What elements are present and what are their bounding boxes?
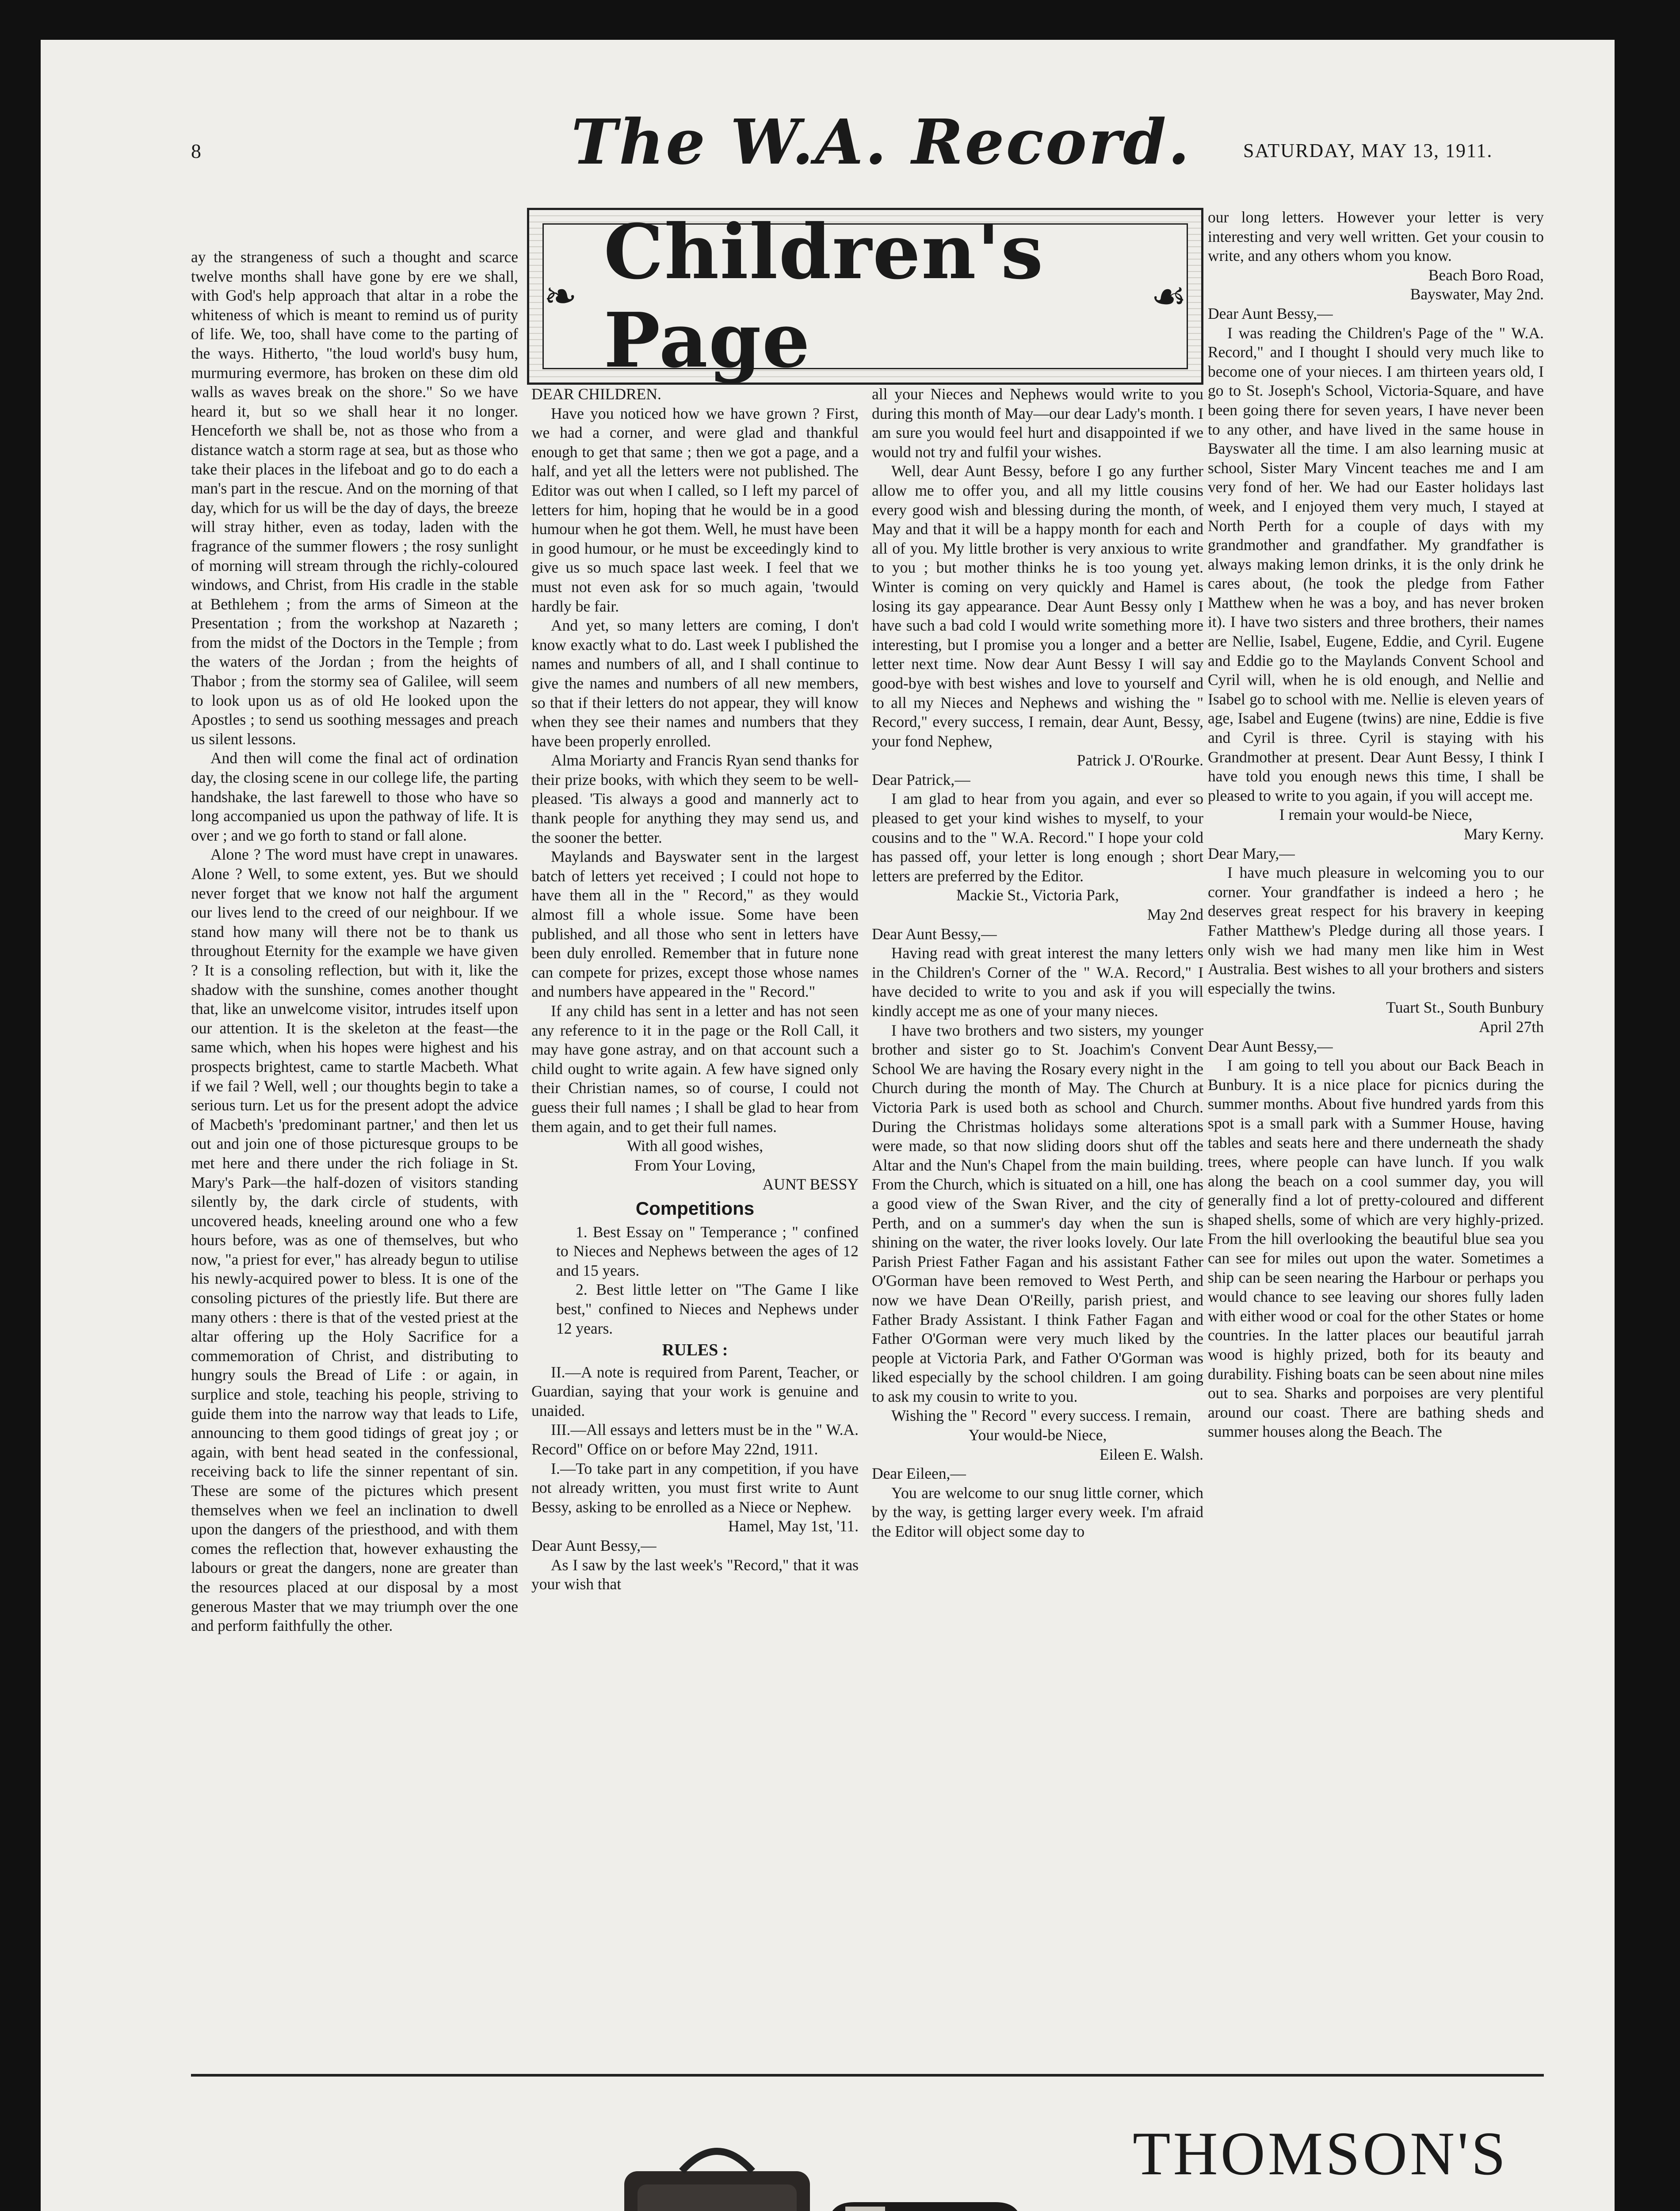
paper-name: The W.A. Record.: [571, 106, 1191, 179]
letter-address: Tuart St., South Bunbury: [1386, 998, 1544, 1017]
paragraph: all your Nieces and Nephews would write to you during this month of May—our dear Lady's month. I am sure you would feel hurt and disappointed if we would not try and fulfil your wishes.: [872, 385, 1203, 461]
sewing-machine-illustration: [598, 2114, 1084, 2211]
paragraph: With all good wishes,: [626, 1137, 764, 1155]
column-editorial: [191, 248, 518, 2211]
paragraph: Alone ? The word must have crept in unawares. Alone ? Well, to some extent, yes. But we should never forget that we know not half the argument our lives lend to the creed of our neighbour. If we stand how many will there not be to thank us throughout Eternity for the example we have given ? It is a consoling reflection, but with it, like the shadow with the sunshine, comes another thought that, like an unwelcome visitor, intrudes itself upon our attention. It is the skeleton at the feast—the same which, when his hopes were highest and his prospects brightest, came to startle Macbeth. What if we fail ? Well, well ; our thoughts begin to take a serious turn. Let us for the present adopt the advice of Macbeth's 'predominant partner,' and then let us out and join one of those picturesque groups to be met here and there under the rich foliage in St. Mary's Park—the half-dozen of visitors standing silently by, the dark circle of students, with uncovered heads, kneeling around one who a few hours before, was as one of themselves, but who now, "a priest for ever," has already begun to utilise his newly-acquired power to bless. It is one of the consoling pictures of the priestly life. But there are many others : there is that of the vested priest at the altar offering up the Holy Sacrifice for a commemoration of Christ, and distributing to hungry souls the Bread of Life : or again, in surplice and stole, teaching his people, striving to guide them into the narrow way that leads to Life, announcing to them good tidings of great joy ; or again, with bent head seated in the confessional, receiving back to life the sinner repentant of sin. These are some of the pictures which present themselves when we feel an inclination to dwell upon the dangers of the priesthood, and with them comes the reflection that, however exhausting the labours or great the dangers, none are greater than the resources placed at our disposal by a most generous Master that we may triumph over the one and perform faithfully the other.: [191, 845, 518, 1635]
salutation: Dear Aunt Bessy,—: [872, 925, 997, 943]
paragraph: And yet, so many letters are coming, I don't know exactly what to do. Last week I published the names and numbers of all, and I shall continue to give the names and numbers of all new members, so that if their letters do not appear, they will know when they see their names and numbers that they have been properly enrolled.: [531, 616, 859, 750]
paragraph: As I saw by the last week's "Record," that it was your wish that: [531, 1556, 859, 1593]
page-number: 8: [191, 140, 201, 162]
paragraph: I am glad to hear from you again, and ever so pleased to get your kind wishes to myself, to your cousins and to the " W.A. Record." I hope your cold has passed off, your letter is long enough ; short letters are preferred by the Editor.: [872, 790, 1203, 885]
letter-address: Bayswater, May 2nd.: [1410, 285, 1544, 303]
salutation: Dear Eileen,—: [872, 1465, 966, 1483]
sewing-machine-icon: [598, 2114, 1084, 2211]
paragraph: And then will come the final act of ordination day, the closing scene in our college life, the parting handshake, the last farewell to those who have so long accompanied us upon the pathway of life. It is over ; and we go forth to stand or fall alone.: [191, 749, 518, 844]
letter-address: Beach Boro Road,: [1428, 266, 1544, 284]
paragraph: You are welcome to our snug little corner, which by the way, is getting larger every week. I'm afraid the Editor will object some day to: [872, 1484, 1203, 1541]
letter-address: April 27th: [1479, 1018, 1544, 1036]
leaf-ornament-icon: ❧: [544, 275, 577, 319]
letter-address: Mackie St., Victoria Park,: [956, 886, 1119, 904]
rule-item: III.—All essays and letters must be in the " W.A. Record" Office on or before May 22nd, 1911.: [531, 1421, 859, 1458]
salutation: DEAR CHILDREN.: [531, 385, 661, 403]
column-letters-continued: [1208, 208, 1544, 2069]
salutation: Dear Aunt Bessy,—: [1208, 304, 1333, 322]
signature: Eileen E. Walsh.: [1099, 1445, 1203, 1463]
paragraph: our long letters. However your letter is very interesting and very well written. Get your cousin to write, and any others whom you know.: [1208, 208, 1544, 265]
signature: AUNT BESSY: [762, 1175, 859, 1193]
competition-item: 1. Best Essay on " Temperance ; " confined to Nieces and Nephews between the ages of 12 and 15 years.: [556, 1223, 859, 1279]
salutation: Dear Patrick,—: [872, 770, 970, 788]
masthead: [41, 40, 1615, 179]
paragraph: I have two brothers and two sisters, my younger brother and sister go to St. Joachim's Convent School We are having the Rosary every night in the Church during the month of May. The Church at Victoria Park is used both as school and Church. During the Christmas holidays some alterations were made, so that now sliding doors shut off the Altar and the Nun's Chapel from the main building. From the Church, which is situated on a hill, one has a good view of the Swan River, and the city of Perth, and on a summer's day when the sun is shining on the water, the river looks lovely. Our late Parish Priest Father Fagan and his assistant Father O'Gorman have been removed to West Perth, and now we have Dean O'Reilly, parish priest, and Father Brady Assistant. I think Father Fagan and Father O'Gorman were very much liked by the people at Victoria Park, and Father O'Gorman was liked especially by the school children. I am going to ask my cousin to write to you.: [872, 1021, 1203, 1405]
paragraph: Well, dear Aunt Bessy, before I go any further allow me to offer you, and all my little cousins every good wish and blessing during the month, of May and that it will be a happy month for each and all of you. My little brother is very anxious to write to you ; but mother thinks he is too young yet. Winter is coming on very quickly and Hamel is losing its gay appearance. Dear Aunt Bessy only I have such a bad cold I would write something more interesting, but I promise you a longer and a better letter next time. Now dear Aunt Bessy I will say good-bye with best wishes and love to yourself and to all my Nieces and Nephews and wishing the " Record," every success, I remain, dear Aunt, Bessy, your fond Nephew,: [872, 462, 1203, 750]
salutation: Dear Aunt Bessy,—: [531, 1537, 657, 1555]
paragraph: ay the strangeness of such a thought and scarce twelve months shall have gone by ere we shall, with God's help approach that altar in a robe the whiteness of which is meant to remind us of purity of life. We, too, shall have come to the parting of the ways. Hitherto, "the loud world's busy hum, murmuring evermore, has broken on these dim old walls as waves break on the shore." So we have heard it, but so we shall hear it no longer. Henceforth we shall be, not as those who from a distance watch a storm rage at sea, but as those who take their places in the lifeboat and go to do each a man's part in the rescue. And on the morning of that day, which for us will be the day of days, the breeze will stray hither, even as today, laden with the fragrance of the summer flowers ; the rosy sunlight of morning will stream through the richly-coloured windows, and Christ, from His cradle in the stable at Bethlehem ; from the arms of Simeon at the Presentation ; from the workshop at Nazareth ; from the midst of the Doctors in the Temple ; from the waters of the Jordan ; from the heights of Thabor ; from the stormy sea of Galilee, will seem to look upon us as of old He looked upon the Apostles ; to send us soothing messages and preach us silent lessons.: [191, 248, 518, 748]
signature: Patrick J. O'Rourke.: [1077, 751, 1203, 769]
advertisement-thomson: [562, 2083, 1553, 2211]
competitions-heading: Competitions: [635, 1197, 755, 1219]
leaf-ornament-icon: ☙: [1151, 275, 1187, 319]
signature: Mary Kerny.: [1463, 825, 1544, 843]
brand-name: THOMSON'S: [1133, 2119, 1508, 2188]
section-title: Children's Page: [603, 208, 1044, 385]
salutation: Dear Aunt Bessy,—: [1208, 1037, 1333, 1055]
paragraph: I have much pleasure in welcoming you to our corner. Your grandfather is indeed a hero ; he deserves great respect for his bravery in keeping Father Matthew's Pledge during all those years. I only wish we had many men like him in West Australia. Best wishes to all your brothers and sisters especially the twins.: [1208, 864, 1544, 997]
rule-item: I.—To take part in any competition, if you have not already written, you must first write to Aunt Bessy, asking to be enrolled as a Niece or Nephew.: [531, 1459, 859, 1516]
paragraph: Having read with great interest the many letters in the Children's Corner of the " W.A. Record," I have decided to write to you and ask if you will kindly accept me as one of your many nieces.: [872, 944, 1203, 1020]
paragraph: Alma Moriarty and Francis Ryan send thanks for their prize books, with which they seem to be well-pleased. 'Tis always a good and mannerly act to thank people for anything they may send us, and the sooner the better.: [531, 751, 859, 846]
letter-address: Hamel, May 1st, '11.: [728, 1517, 859, 1535]
rules-heading: RULES :: [662, 1341, 728, 1360]
salutation: Dear Mary,—: [1208, 844, 1295, 862]
section-divider: [191, 2074, 1544, 2077]
paragraph: If any child has sent in a letter and has not seen any reference to it in the page or the Roll Call, it may have gone astray, and on that account such a child ought to write again. A few have signed only their Christian names, so of course, I could not guess their full names ; I shall be glad to hear from them again, and to get their full names.: [531, 1002, 859, 1136]
issue-date: SATURDAY, MAY 13, 1911.: [1243, 140, 1493, 161]
column-aunt-bessy: [531, 385, 859, 2065]
paragraph: I am going to tell you about our Back Beach in Bunbury. It is a nice place for picnics during the summer months. About five hundred yards from this spot is a small park with a Summer House, having tables and seats here and there underneath the shady trees, where people can have lunch. If you walk along the beach on a cool summer day, you will generally find a lot of pretty-coloured and different shaped shells, some of which are very highly-prized. From the hill overlooking the beautiful blue sea you can see for miles out upon the water. Sometimes a ship can be seen nearing the Harbour or perhaps you would chance to see leaving our shores fully laden with either wood or coal for the other States or home countries. In the latter places our beautiful jarrah wood is highly prized, both for its beauty and durability. Fishing boats can be seen about nine miles out to sea. Sharks and porpoises are very plentiful around our coast. There are bathing sheds and summer houses along the Beach. The: [1208, 1056, 1544, 1441]
closing: Your would-be Niece,: [968, 1426, 1107, 1444]
closing: I remain your would-be Niece,: [1279, 806, 1473, 824]
column-letters: [872, 385, 1203, 2065]
competition-item: 2. Best little letter on "The Game I like best," confined to Nieces and Nephews under 12 years.: [556, 1281, 859, 1337]
rule-item: II.—A note is required from Parent, Teacher, or Guardian, saying that your work is genuine and unaided.: [531, 1363, 859, 1419]
childrens-page-banner: [527, 208, 1203, 385]
newspaper-page: [41, 40, 1615, 2211]
paragraph: I was reading the Children's Page of the " W.A. Record," and I thought I should very much like to become one of your nieces. I am thirteen years old, I go to St. Joseph's School, Victoria-Square, and have been going there for seven years, I have never been to any other, and have lived in the same house in Bayswater all the time. I am also learning music at school, Sister Mary Vincent teaches me and I am very fond of her. We had our Easter holidays last week, and I enjoyed them very much, I stayed at North Perth for a couple of days with my grandmother and grandfather. My grandfather is always making lemon drinks, it is the only drink he cares about, (he took the pledge from Father Matthew when he was a boy, and has never broken it). I have two sisters and three brothers, their names are Nellie, Isabel, Eugene, Eddie, and Cyril. Eugene and Eddie go to the Maylands Convent School and Cyril will, when he is old enough, and Nellie and Isabel go to school with me. Nellie is eleven years of age, Isabel and Eugene (twins) are nine, Eddie is five and Cyril is three. Cyril is staying with his Grandmother at present. Dear Aunt Bessy, I think I have told you enough news this time, I shall be pleased to write to you again, if you will accept me.: [1208, 324, 1544, 804]
paragraph: Maylands and Bayswater sent in the largest batch of letters yet received ; I could not hope to have them all in the " Record," as they would almost fill a whole issue. Some have been published, and all those who sent in letters have been duly enrolled. Remember that in future none can compete for prizes, except those whose names and numbers have appeared in the " Record.": [531, 848, 859, 1001]
paragraph: Have you noticed how we have grown ? First, we had a corner, and were glad and thankful enough to get that same ; then we got a page, and a half, and yet all the letters were not published. The Editor was out when I called, so I left my parcel of letters for him, hoping that he would be in a good humour when he got them. Well, he must have been in good humour, or he must be exceedingly kind to give us so much space last week. I feel that we must not even ask for so much again, 'twould hardly be fair.: [531, 404, 859, 615]
letter-address: May 2nd: [1147, 906, 1203, 924]
banner-inner: [542, 208, 1188, 385]
paragraph: Wishing the " Record " every success. I remain,: [891, 1407, 1191, 1425]
closing: From Your Loving,: [634, 1156, 756, 1174]
